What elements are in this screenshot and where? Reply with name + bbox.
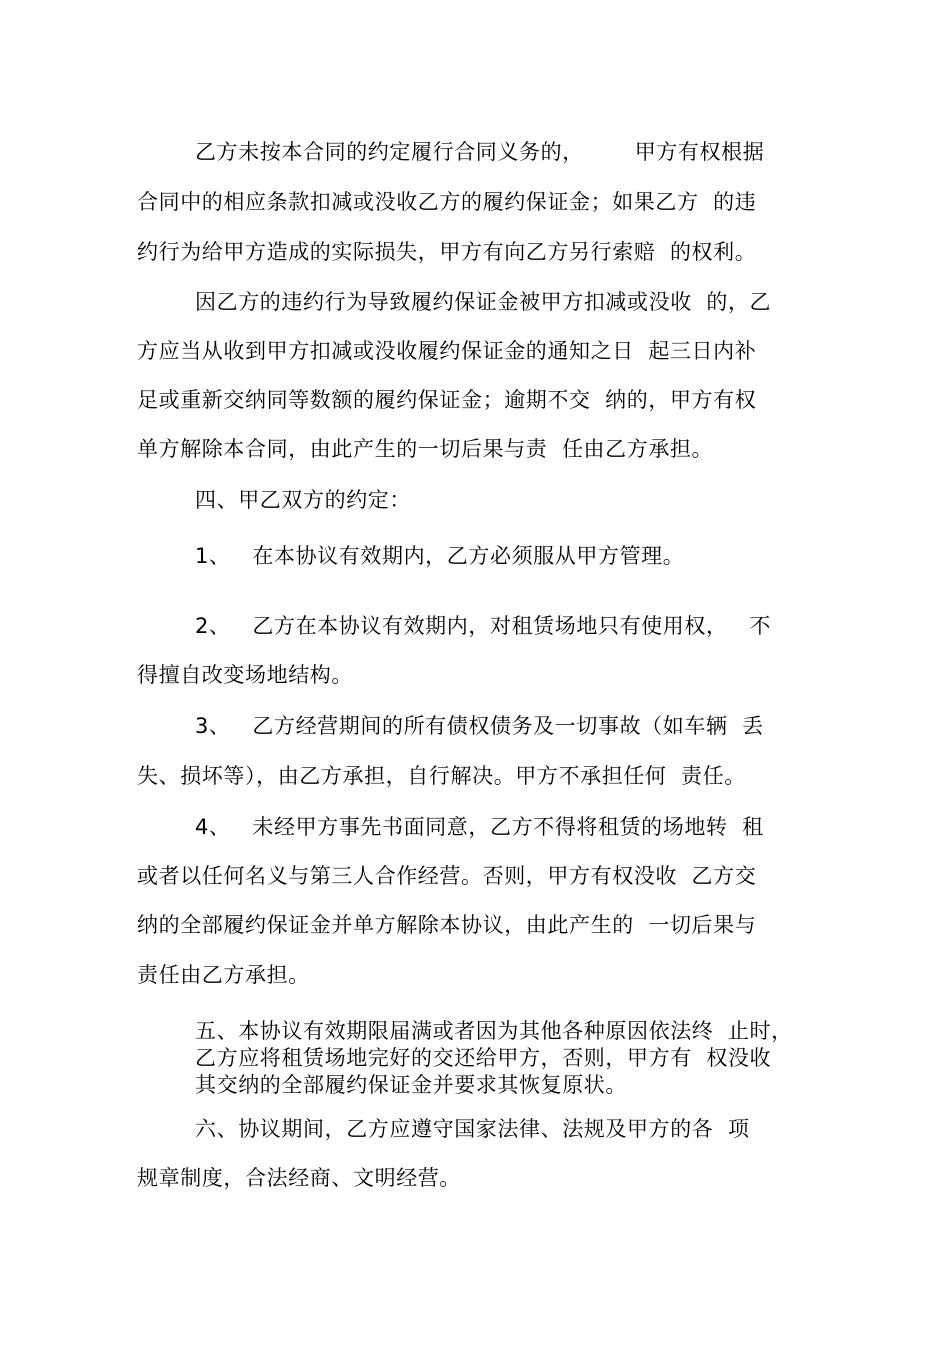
section5-line1: 五、本协议有效期限届满或者因为其他各种原因依法终 止时，	[195, 1019, 793, 1043]
paragraph1-line1: 乙方未按本合同的约定履行合同义务的， 甲方有权根据	[195, 140, 765, 164]
item3-line1: 3、 乙方经营期间的所有债权债务及一切事故（如车辆 丢	[195, 714, 764, 738]
paragraph2-line3: 足或重新交纳同等数额的履约保证金；逾期不交 纳的，甲方有权	[137, 388, 757, 412]
section6-line1: 六、协议期间，乙方应遵守国家法律、法规及甲方的各 项	[195, 1117, 750, 1141]
section5-line3: 其交纳的全部履约保证金并要求其恢复原状。	[195, 1073, 627, 1097]
paragraph2-line2: 方应当从收到甲方扣减或没收履约保证金的通知之日 起三日内补	[137, 339, 757, 363]
section5-line2: 乙方应将租赁场地完好的交还给甲方，否则，甲方有 权没收	[195, 1046, 772, 1070]
item3-line2: 失、损坏等），由乙方承担，自行解决。甲方不承担任何 责任。	[137, 764, 746, 788]
item4-line1: 4、 未经甲方事先书面同意，乙方不得将租赁的场地转 租	[195, 815, 764, 839]
section4-title: 四、甲乙双方的约定：	[195, 488, 411, 512]
item4-line4: 责任由乙方承担。	[137, 963, 310, 987]
paragraph2-line4: 单方解除本合同，由此产生的一切后果与责 任由乙方承担。	[137, 437, 714, 461]
item2-line1: 2、 乙方在本协议有效期内，对租赁场地只有使用权， 不	[195, 614, 772, 638]
section6-line2: 规章制度，合法经商、文明经营。	[137, 1166, 461, 1190]
paragraph2-line1: 因乙方的违约行为导致履约保证金被甲方扣减或没收 的，乙	[195, 290, 772, 314]
item4-line3: 纳的全部履约保证金并单方解除本协议，由此产生的 一切后果与	[137, 913, 757, 937]
item1-line1: 1、 在本协议有效期内，乙方必须服从甲方管理。	[195, 544, 685, 568]
item4-line2: 或者以任何名义与第三人合作经营。否则，甲方有权没收 乙方交	[137, 864, 757, 888]
paragraph1-line3: 约行为给甲方造成的实际损失，甲方有向乙方另行索赔 的权利。	[137, 240, 757, 264]
item2-line2: 得擅自改变场地结构。	[137, 663, 353, 687]
paragraph1-line2: 合同中的相应条款扣减或没收乙方的履约保证金；如果乙方 的违	[137, 190, 757, 214]
